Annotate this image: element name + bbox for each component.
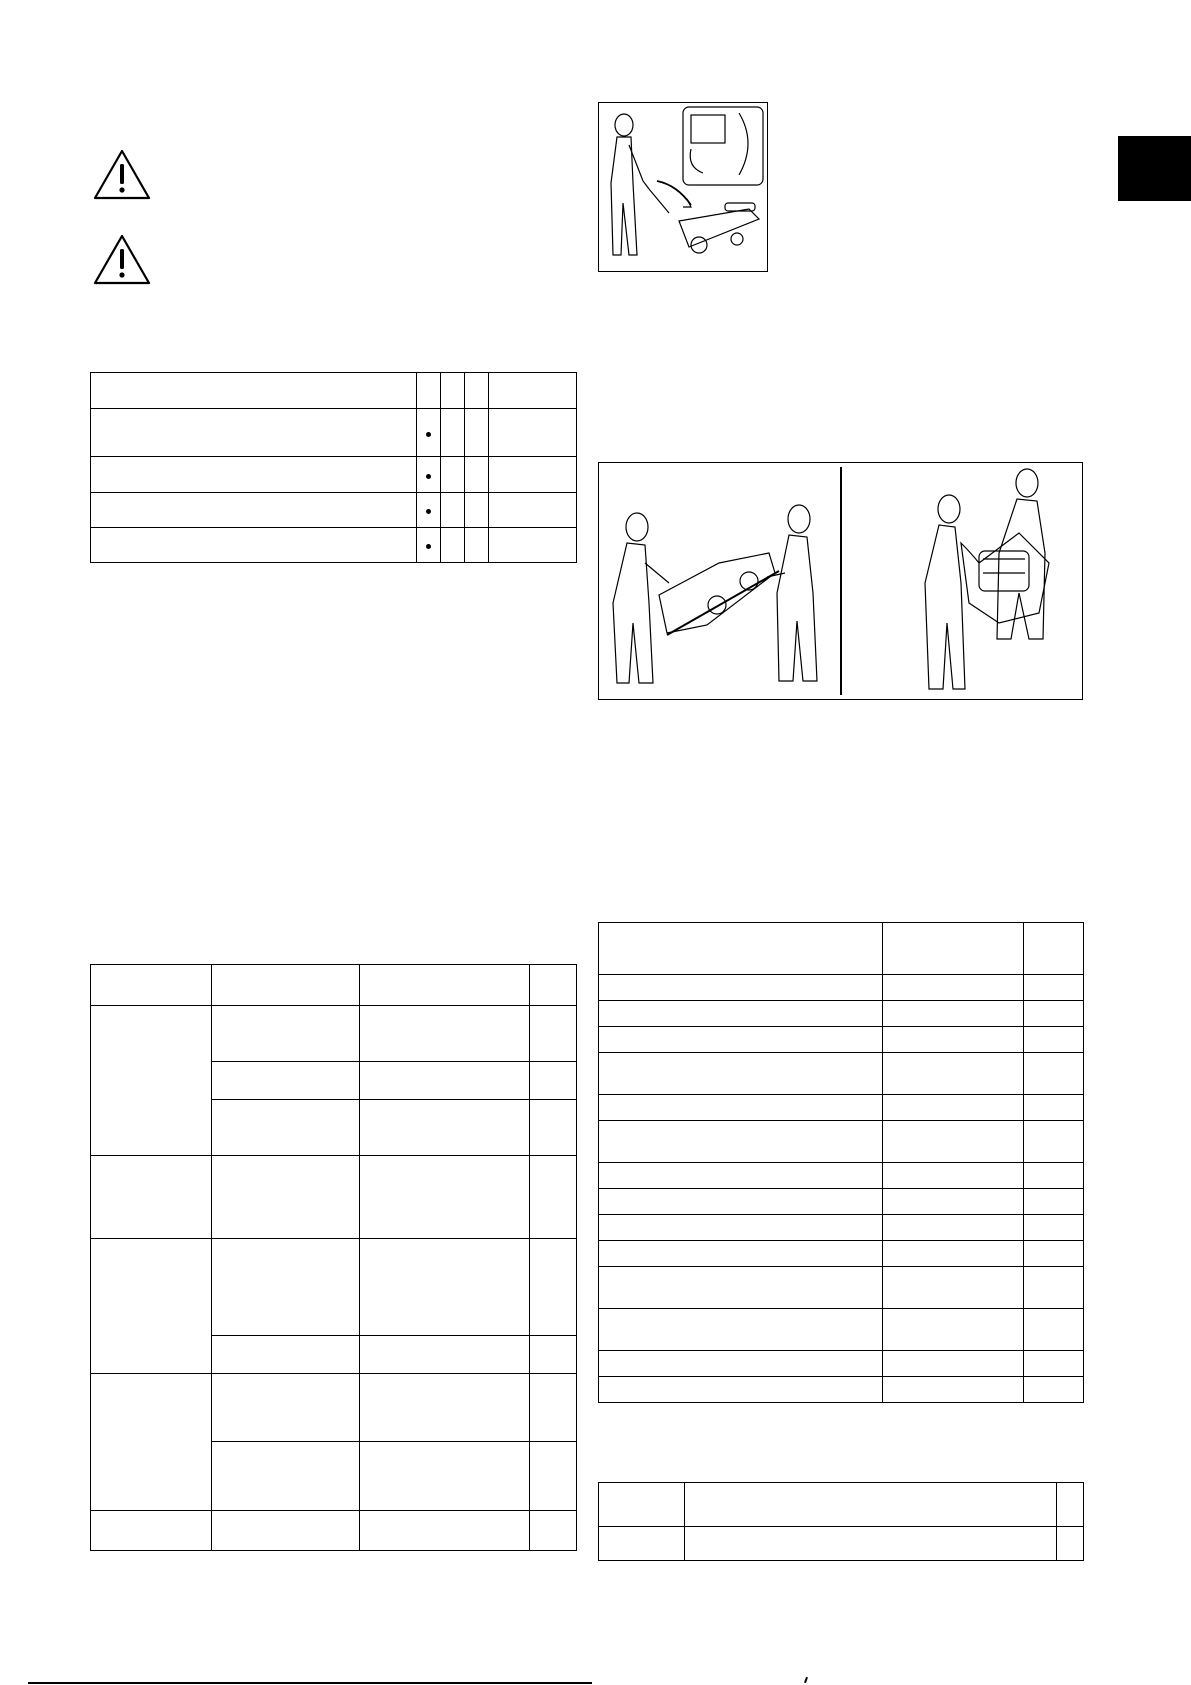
table-row bbox=[91, 1156, 577, 1239]
bullet-dot bbox=[426, 509, 431, 514]
table-row bbox=[599, 1053, 1084, 1095]
table-header-row bbox=[91, 965, 577, 1006]
table-row bbox=[91, 457, 577, 493]
warning-icon-1 bbox=[92, 148, 152, 202]
table-row bbox=[91, 409, 577, 457]
person-holding-hose-to-mower-illustration bbox=[599, 103, 767, 271]
bullet-dot bbox=[426, 474, 431, 479]
table-row bbox=[599, 1309, 1084, 1351]
table-row bbox=[599, 975, 1084, 1001]
table-row bbox=[91, 1006, 577, 1062]
table-row bbox=[599, 1527, 1084, 1561]
troubleshooting-table bbox=[90, 964, 577, 1551]
figure-hose-cleaning bbox=[598, 102, 768, 272]
spec-table bbox=[598, 922, 1084, 1403]
table-row bbox=[599, 1121, 1084, 1163]
table-row bbox=[91, 1239, 577, 1336]
footer-rule bbox=[28, 1682, 592, 1684]
table-row bbox=[599, 1163, 1084, 1189]
symbol-table bbox=[90, 372, 577, 563]
table-row bbox=[599, 1351, 1084, 1377]
table-row bbox=[599, 1001, 1084, 1027]
table-row bbox=[599, 1215, 1084, 1241]
table-row bbox=[91, 373, 577, 409]
table-row bbox=[599, 1483, 1084, 1527]
footer-table bbox=[598, 1482, 1084, 1561]
warning-icon-2 bbox=[92, 233, 152, 287]
footer-tick bbox=[804, 1677, 808, 1683]
table-row bbox=[91, 528, 577, 563]
table-row bbox=[599, 1189, 1084, 1215]
table-row bbox=[599, 1377, 1084, 1403]
table-row bbox=[91, 1511, 577, 1551]
table-row bbox=[91, 1374, 577, 1442]
table-row bbox=[91, 493, 577, 528]
two-people-lifting-mower-illustration bbox=[599, 463, 1082, 699]
table-row bbox=[599, 1027, 1084, 1053]
bullet-dot bbox=[426, 544, 431, 549]
figure-lifting-mower bbox=[598, 462, 1083, 700]
table-row bbox=[599, 1241, 1084, 1267]
table-row bbox=[599, 1267, 1084, 1309]
language-tab-marker bbox=[1118, 136, 1191, 201]
bullet-dot bbox=[426, 432, 431, 437]
table-row bbox=[599, 1095, 1084, 1121]
table-header-row bbox=[599, 923, 1084, 975]
